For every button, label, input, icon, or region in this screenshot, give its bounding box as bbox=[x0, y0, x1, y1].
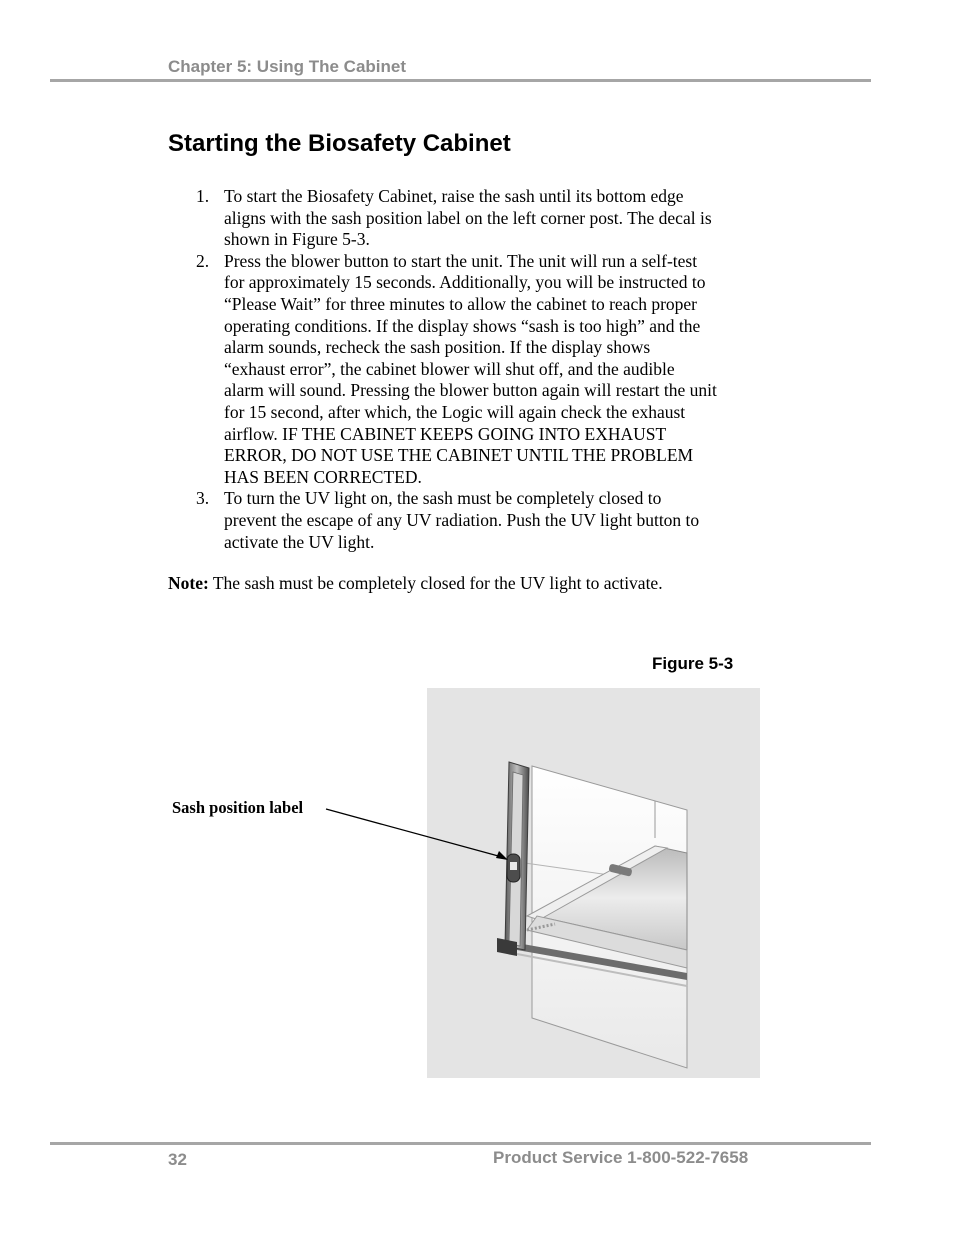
list-item-line: for 15 second, after which, the Logic will again check the exhaust bbox=[224, 401, 686, 422]
footer-rule bbox=[50, 1142, 871, 1145]
product-service-contact: Product Service 1-800-522-7658 bbox=[493, 1148, 749, 1167]
list-item-line: operating conditions. If the display shows “sash is too high” and the bbox=[224, 315, 701, 336]
note-text: The sash must be completely closed for the UV light to activate. bbox=[208, 573, 663, 593]
list-item-line: aligns with the sash position label on the left corner post. The decal is bbox=[224, 207, 712, 228]
section-title: Starting the Biosafety Cabinet bbox=[168, 130, 511, 157]
list-item-line: alarm sounds, recheck the sash position. If the display shows bbox=[224, 337, 651, 358]
note-label: Note: bbox=[168, 573, 209, 593]
list-item-line: airflow. IF THE CABINET KEEPS GOING INTO EXHAUST bbox=[224, 423, 667, 444]
list-item-line: To turn the UV light on, the sash must be completely closed to bbox=[224, 488, 662, 509]
list-item-line: prevent the escape of any UV radiation. Push the UV light button to bbox=[224, 509, 700, 530]
list-item-number: 1. bbox=[196, 186, 210, 206]
list-item-number: 3. bbox=[196, 488, 210, 509]
list-item-line: “Please Wait” for three minutes to allow the cabinet to reach proper bbox=[224, 293, 698, 314]
sash-position-callout: Sash position label bbox=[172, 798, 304, 817]
running-header: Chapter 5: Using The Cabinet bbox=[168, 57, 407, 76]
page-number: 32 bbox=[168, 1150, 187, 1169]
list-item-line: for approximately 15 seconds. Additionally, you will be instructed to bbox=[224, 272, 706, 293]
list-item-line: shown in Figure 5-3. bbox=[224, 229, 370, 250]
list-item-line: “exhaust error”, the cabinet blower will shut off, and the audible bbox=[224, 358, 675, 379]
list-item-line: alarm will sound. Pressing the blower button again will restart the unit bbox=[224, 380, 717, 401]
list-item-line: HAS BEEN CORRECTED. bbox=[224, 466, 422, 487]
figure-caption: Figure 5-3 bbox=[652, 654, 734, 673]
list-item-number: 2. bbox=[196, 250, 210, 271]
list-item-line: activate the UV light. bbox=[224, 531, 375, 552]
list-item-line: Press the blower button to start the unit. The unit will run a self-test bbox=[224, 250, 698, 271]
list-item-line: To start the Biosafety Cabinet, raise the sash until its bottom edge bbox=[224, 186, 684, 206]
list-item-line: ERROR, DO NOT USE THE CABINET UNTIL THE PROBLEM bbox=[224, 445, 694, 466]
